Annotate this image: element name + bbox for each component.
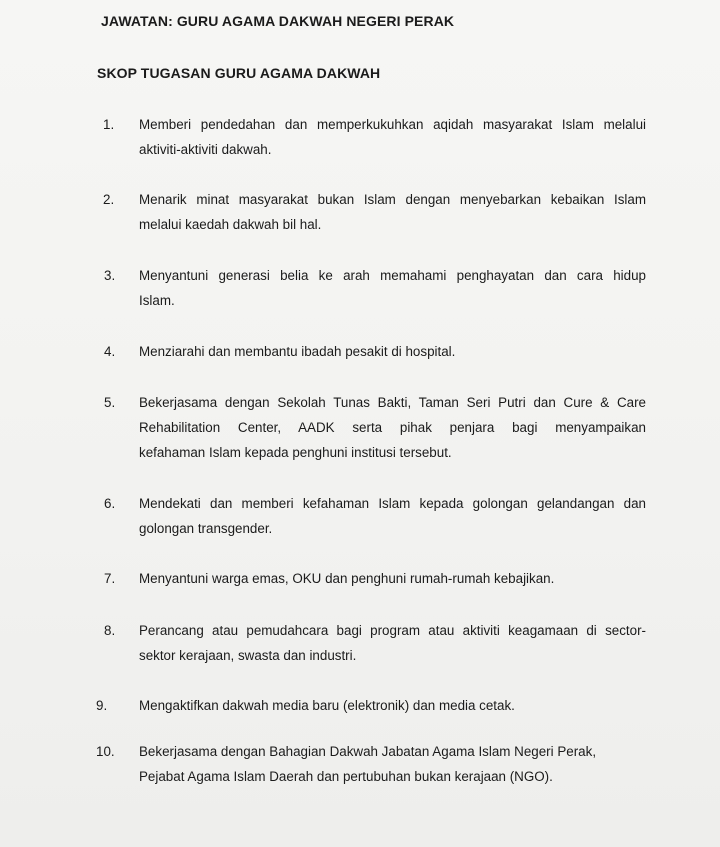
- duty-line: Mendekati dan memberi kefahaman Islam kepada golongan gelandangan dan: [139, 496, 646, 511]
- duty-line: Mengaktifkan dakwah media baru (elektronik) dan media cetak.: [139, 698, 515, 713]
- duty-text: [139, 187, 646, 237]
- duty-number: 5.: [104, 395, 116, 410]
- duty-line: melalui kaedah dakwah bil hal.: [139, 217, 322, 232]
- duty-number: 8.: [104, 623, 116, 638]
- duty-line: Menyantuni warga emas, OKU dan penghuni rumah-rumah kebajikan.: [139, 571, 555, 586]
- duty-line: Menziarahi dan membantu ibadah pesakit di hospital.: [139, 344, 456, 359]
- duty-text: [139, 390, 646, 465]
- duty-line: sektor kerajaan, swasta dan industri.: [139, 648, 357, 663]
- duty-line: Rehabilitation Center, AADK serta pihak penjara bagi menyampaikan: [139, 420, 646, 435]
- duty-number: 7.: [104, 571, 116, 586]
- duty-line: aktiviti-aktiviti dakwah.: [139, 142, 272, 157]
- duty-text: [139, 263, 646, 313]
- duty-number: 6.: [104, 496, 116, 511]
- duty-line: Memberi pendedahan dan memperkukuhkan aqidah masyarakat Islam melalui: [139, 117, 646, 132]
- duty-number: 2.: [103, 192, 115, 207]
- duty-line: Menyantuni generasi belia ke arah memahami penghayatan dan cara hidup: [139, 268, 646, 283]
- duty-number: 1.: [103, 117, 115, 132]
- duty-number: 9.: [96, 698, 108, 713]
- duty-line: Bekerjasama dengan Bahagian Dakwah Jabatan Agama Islam Negeri Perak,: [139, 744, 597, 759]
- scope-title: SKOP TUGASAN GURU AGAMA DAKWAH: [97, 65, 381, 81]
- duty-text: [139, 739, 646, 789]
- duty-number: 4.: [104, 344, 116, 359]
- duty-line: Perancang atau pemudahcara bagi program atau aktiviti keagamaan di sector-: [139, 623, 646, 638]
- duty-number: 10.: [96, 744, 115, 759]
- duty-text: [139, 339, 646, 364]
- duty-text: [139, 693, 646, 718]
- duty-line: Pejabat Agama Islam Daerah dan pertubuhan bukan kerajaan (NGO).: [139, 769, 553, 784]
- duty-number: 3.: [104, 268, 116, 283]
- duty-line: Bekerjasama dengan Sekolah Tunas Bakti, Taman Seri Putri dan Cure & Care: [139, 395, 646, 410]
- duty-line: Islam.: [139, 293, 175, 308]
- duty-text: [139, 491, 646, 541]
- duty-line: golongan transgender.: [139, 521, 273, 536]
- duty-text: [139, 618, 646, 668]
- duty-line: Menarik minat masyarakat bukan Islam dengan menyebarkan kebaikan Islam: [139, 192, 646, 207]
- job-title: JAWATAN: GURU AGAMA DAKWAH NEGERI PERAK: [101, 13, 455, 29]
- duty-line: kefahaman Islam kepada penghuni institusi tersebut.: [139, 445, 452, 460]
- duty-text: [139, 566, 646, 591]
- duty-text: [139, 112, 646, 162]
